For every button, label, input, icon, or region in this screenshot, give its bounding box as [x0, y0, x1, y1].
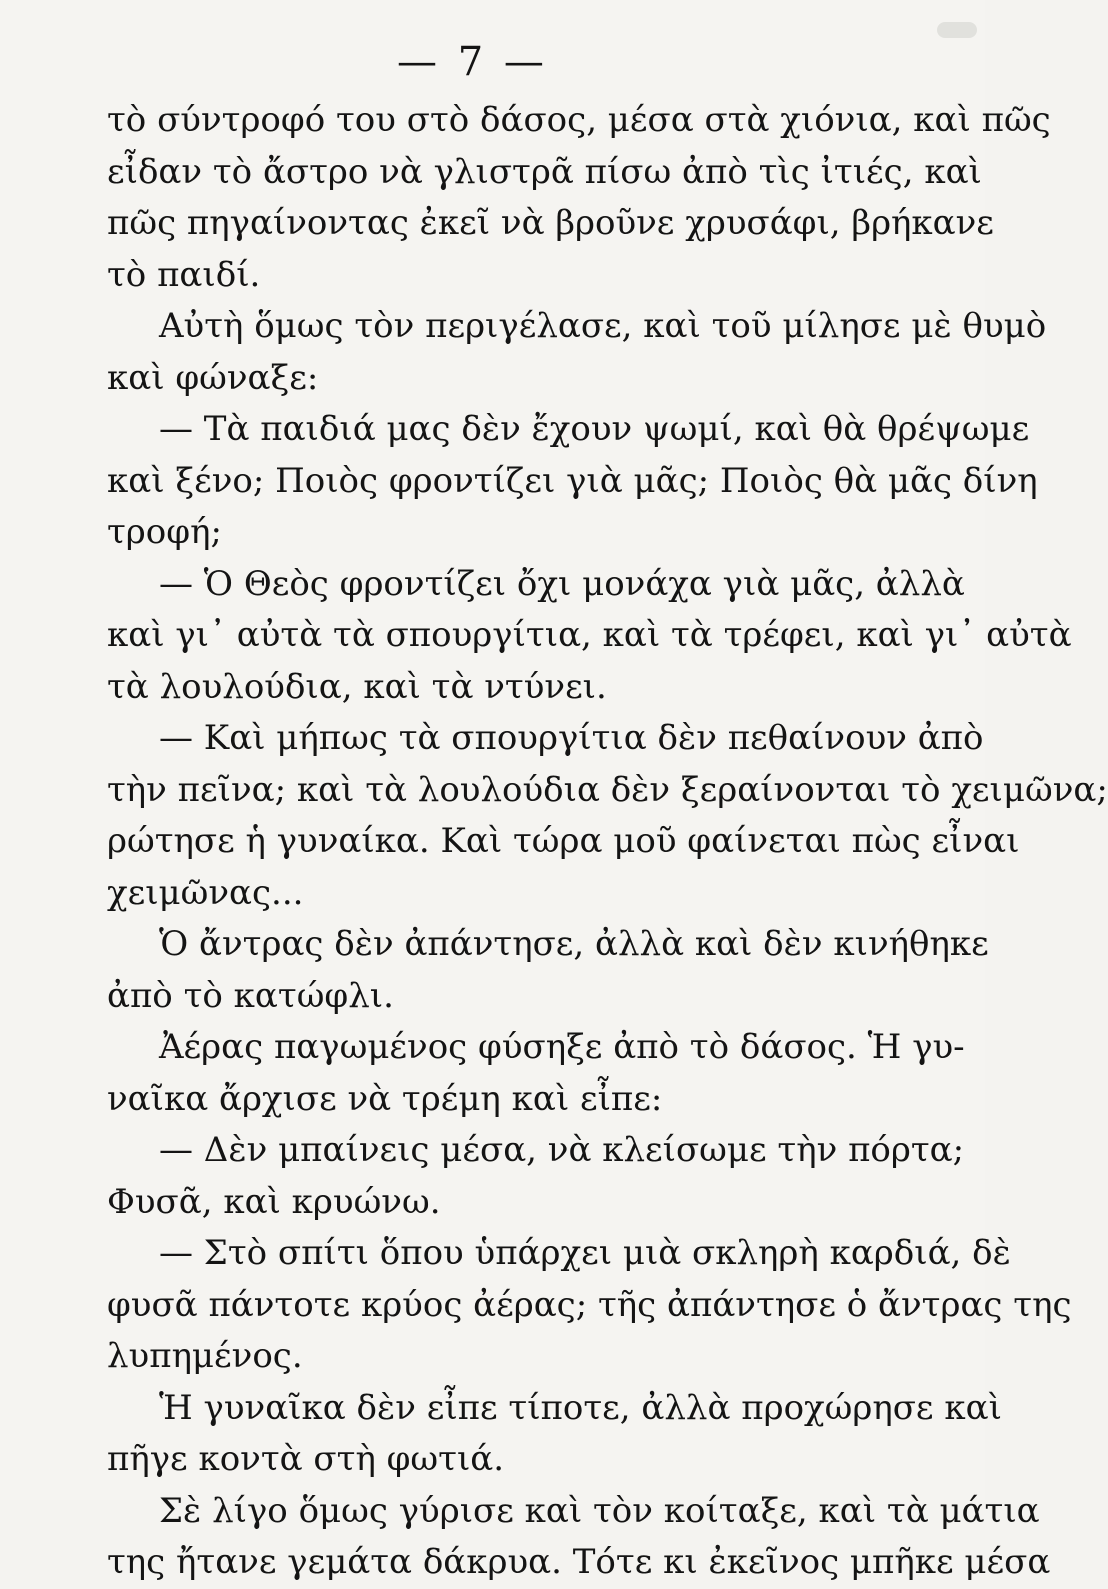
text-line: ρώτησε ἡ γυναίκα. Καὶ τώρα μοῦ φαίνεται πὼς εἶναι	[107, 821, 1020, 861]
paragraph-2	[107, 301, 1047, 404]
text-line: τὸ παιδί.	[107, 254, 261, 295]
text-line: πῆγε κοντὰ στὴ φωτιά.	[107, 1439, 505, 1479]
text-line: Ἀέρας παγωμένος φύσηξε ἀπὸ τὸ δάσος. Ἡ γυ-	[159, 1027, 965, 1067]
paragraph-4	[107, 559, 1072, 714]
paragraph-8	[107, 1125, 965, 1228]
text-line: της ἤτανε γεμάτα δάκρυα. Τότε κι ἐκεῖνος μπῆκε μέσα	[107, 1542, 1051, 1582]
text-line: — Δὲν μπαίνεις μέσα, νὰ κλείσωμε τὴν πόρτα;	[159, 1130, 965, 1170]
paragraph-3	[107, 404, 1038, 559]
text-line: πῶς πηγαίνοντας ἐκεῖ νὰ βροῦνε χρυσάφι, βρήκανε	[107, 203, 994, 243]
text-line: τὴν πεῖνα; καὶ τὰ λουλούδια δὲν ξεραίνονται τὸ χειμῶνα;	[107, 769, 1108, 810]
text-line: τροφή;	[107, 512, 222, 552]
text-line: χειμῶνας...	[107, 872, 304, 913]
text-line: — Καὶ μήπως τὰ σπουργίτια δὲν πεθαίνουν ἀπὸ	[159, 718, 984, 758]
text-line: ναῖκα ἄρχισε νὰ τρέμη καὶ εἶπε:	[107, 1078, 663, 1119]
text-line: Ὁ ἄντρας δὲν ἀπάντησε, ἀλλὰ καὶ δὲν κινήθηκε	[159, 924, 989, 964]
text-line: Αὐτὴ ὅμως τὸν περιγέλασε, καὶ τοῦ μίλησε μὲ θυμὸ	[159, 306, 1047, 346]
text-line: ἀπὸ τὸ κατώφλι.	[107, 975, 394, 1016]
paragraph-11	[107, 1486, 1051, 1589]
text-line: — Ὁ Θεὸς φροντίζει ὄχι μονάχα γιὰ μᾶς, ἀλλὰ	[159, 563, 965, 604]
text-line: — Τὰ παιδιά μας δὲν ἔχουν ψωμί, καὶ θὰ θρέψωμε	[159, 409, 1030, 449]
paragraph-1	[107, 95, 1051, 301]
paragraph-6	[107, 919, 989, 1022]
text-line: καὶ ξένο; Ποιὸς φροντίζει γιὰ μᾶς; Ποιὸς θὰ μᾶς δίνη	[107, 460, 1038, 501]
paragraph-5	[107, 713, 1108, 919]
body-text	[107, 95, 1108, 1589]
paragraph-7	[107, 1022, 965, 1125]
text-line: καὶ φώναξε:	[107, 357, 319, 398]
text-line: λυπημένος.	[107, 1336, 303, 1376]
text-line: καὶ γι᾽ αὐτὰ τὰ σπουργίτια, καὶ τὰ τρέφει, καὶ γι᾽ αὐτὰ	[107, 615, 1072, 655]
text-line: φυσᾶ πάντοτε κρύος ἀέρας; τῆς ἀπάντησε ὁ ἄντρας της	[107, 1284, 1072, 1325]
page-edge-smudge	[937, 22, 977, 38]
text-line: — Στὸ σπίτι ὅπου ὑπάρχει μιὰ σκληρὴ καρδιά, δὲ	[159, 1233, 1011, 1273]
text-line: Ἡ γυναῖκα δὲν εἶπε τίποτε, ἀλλὰ προχώρησε καὶ	[159, 1387, 1002, 1428]
text-line: Σὲ λίγο ὅμως γύρισε καὶ τὸν κοίταξε, καὶ τὰ μάτια	[159, 1490, 1040, 1531]
page-number: — 7 —	[397, 39, 548, 85]
text-line: τὰ λουλούδια, καὶ τὰ ντύνει.	[107, 666, 607, 707]
paragraph-10	[107, 1383, 1002, 1486]
paragraph-9	[107, 1228, 1072, 1383]
text-line: Φυσᾶ, καὶ κρυώνω.	[107, 1181, 441, 1222]
text-line: εἶδαν τὸ ἄστρο νὰ γλιστρᾶ πίσω ἀπὸ τὶς ἰτιές, καὶ	[107, 151, 982, 192]
text-line: τὸ σύντροφό του στὸ δάσος, μέσα στὰ χιόνια, καὶ πῶς	[107, 100, 1051, 140]
